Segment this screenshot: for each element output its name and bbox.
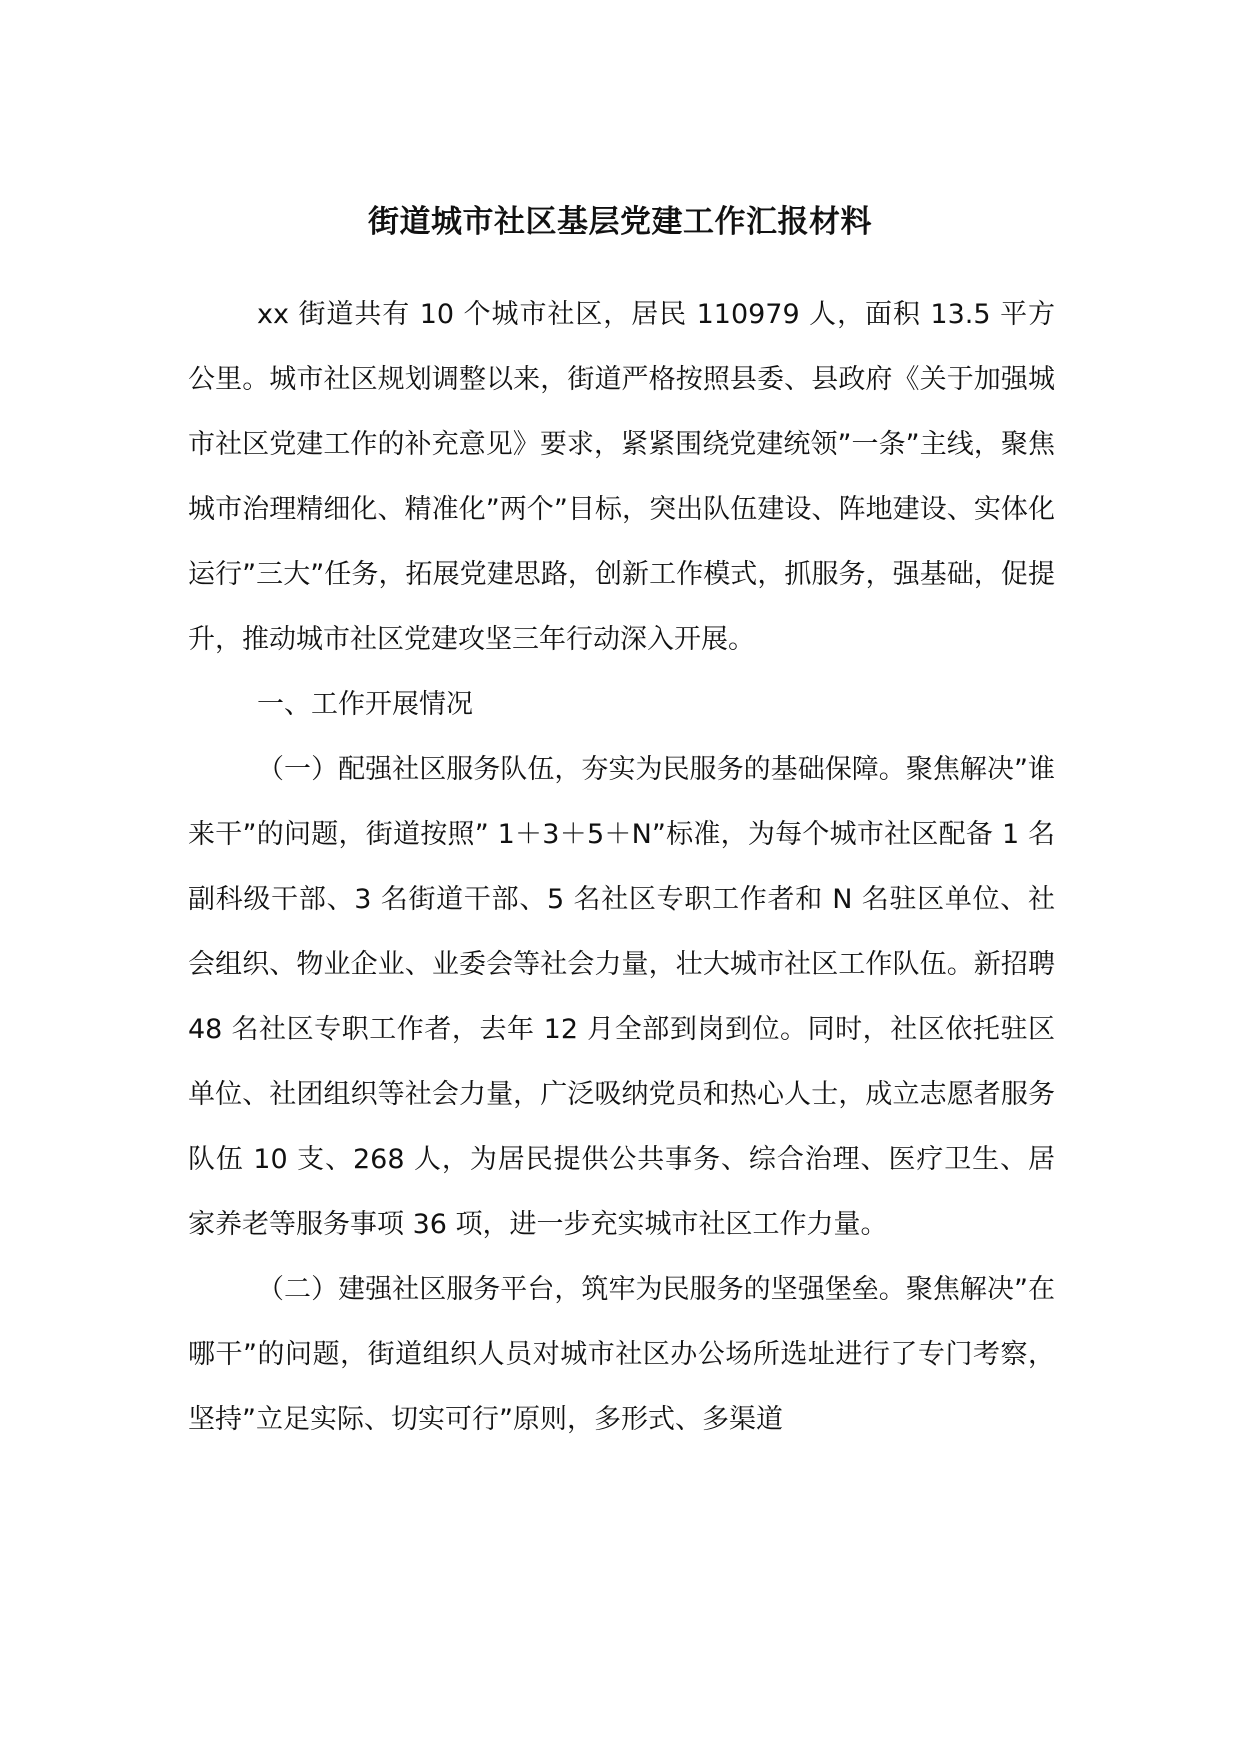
document-body [188,282,1055,1452]
subsection-paragraph-2: （二）建强社区服务平台，筑牢为民服务的坚强堡垒。聚焦解决”在哪干”的问题，街道组织人员对城市社区办公场所选址进行了专门考察，坚持”立足实际、切实可行”原则，多形式、多渠道 [188,1274,1055,1435]
intro-paragraph: xx 街道共有 10 个城市社区，居民 110979 人，面积 13.5 平方公里。城市社区规划调整以来，街道严格按照县委、县政府《关于加强城市社区党建工作的补充意见》要求，紧紧围绕党建统领”一条”主线，聚焦城市治理精细化、精准化”两个”目标，突出队伍建设、阵地建设、实体化运行”三大”任务，拓展党建思路，创新工作模式，抓服务，强基础，促提升，推动城市社区党建攻坚三年行动深入开展。 [188,299,1055,655]
subsection-paragraph-1: （一）配强社区服务队伍，夯实为民服务的基础保障。聚焦解决”谁来干”的问题，街道按照” 1＋3＋5＋N”标准，为每个城市社区配备 1 名副科级干部、3 名街道干部、5 名社区专职工作者和 N 名驻区单位、社会组织、物业企业、业委会等社会力量，壮大城市社区工作队伍。新招聘 48 名社区专职工作者，去年 12 月全部到岗到位。同时，社区依托驻区单位、社团组织等社会力量，广泛吸纳党员和热心人士，成立志愿者服务队伍 10 支、268 人，为居民提供公共事务、综合治理、医疗卫生、居家养老等服务事项 36 项，进一步充实城市社区工作力量。 [188,754,1055,1240]
document-title: 街道城市社区基层党建工作汇报材料 [368,204,872,240]
section-heading: 一、工作开展情况 [257,689,473,720]
